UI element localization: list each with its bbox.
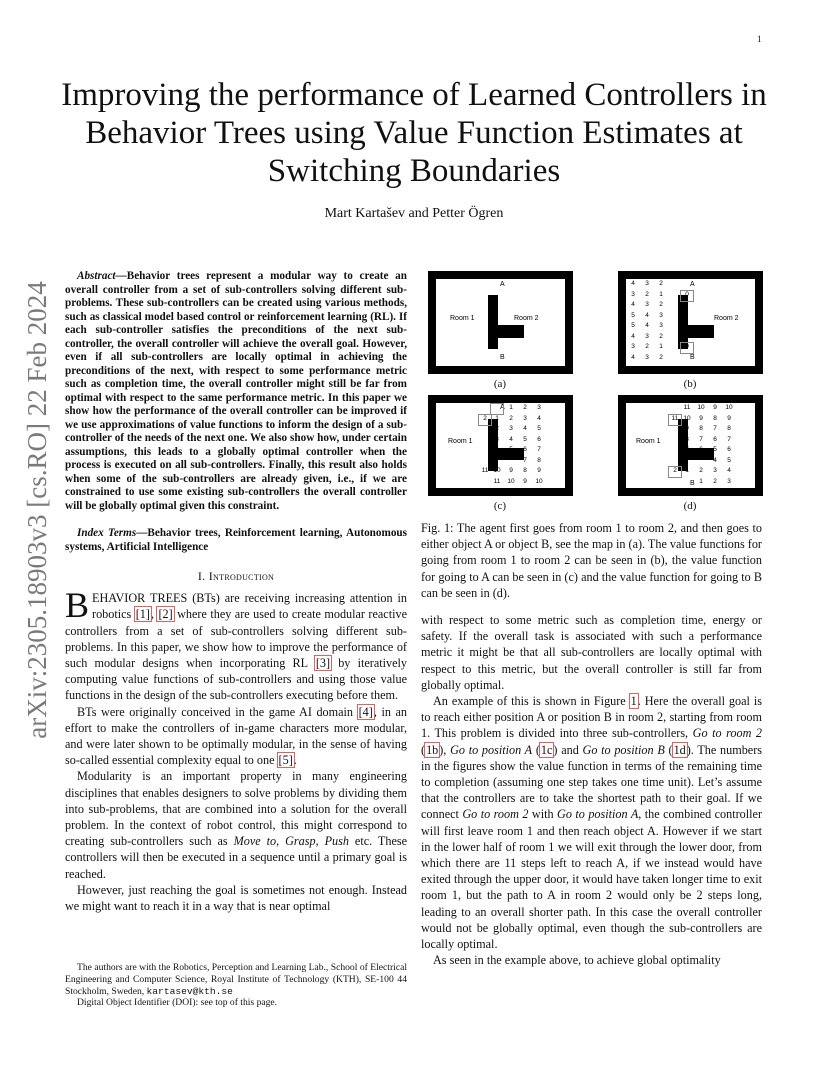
right-column [421, 612, 762, 968]
text: BTs were originally conceived in the game AI domain [77, 704, 358, 719]
value-cell: 2 [713, 477, 717, 485]
value-cell: 2 [699, 467, 703, 474]
index-terms-text: —Behavior trees, Reinforcement learning, Autonomous systems, Artificial Intelligence [65, 527, 407, 553]
room-1-label: Room 1 [448, 438, 473, 445]
value-cell: 11 [671, 414, 679, 422]
value-cell: 4 [631, 301, 635, 308]
right-paragraph-2 [421, 693, 762, 952]
figure-caption [421, 520, 762, 601]
section-heading-introduction: I. Introduction [197, 569, 275, 583]
value-cell: 2 [645, 290, 649, 298]
value-cell: 5 [727, 456, 731, 464]
italic-term: Go to room 2 [692, 726, 763, 741]
citation-link[interactable]: [2] [158, 607, 173, 622]
value-cell: 6 [523, 446, 527, 453]
value-cell: 4 [645, 311, 649, 319]
value-cell: 5 [631, 311, 635, 319]
right-paragraph-1: with respect to some metric such as completion time, energy or safety. If the overall task is associated with such a performance metric it might be that all sub-controllers are locally optimal with respect to this metric, but the overall controller is still far from globally optimal. [421, 613, 762, 692]
subfigure-label-d: (d) [683, 500, 697, 512]
value-cell: 5 [631, 322, 635, 329]
value-cell: 3 [645, 332, 649, 340]
highlighted-cell [680, 342, 694, 354]
value-cell: 10 [683, 414, 691, 422]
value-cell: 1 [685, 467, 689, 474]
value-cell: 9 [537, 467, 541, 474]
figure-link[interactable]: 1b [426, 742, 439, 757]
value-cell: 3 [631, 343, 635, 350]
value-cell: 8 [713, 414, 717, 422]
arxiv-stamp[interactable]: arXiv:2305.18903v3 [cs.RO] 22 Feb 2024 [22, 281, 52, 739]
value-cell: 7 [713, 425, 717, 432]
value-cell: 2 [523, 404, 527, 411]
footnote-doi: Digital Object Identifier (DOI): see top of this page. [77, 997, 278, 1009]
subfigure-label-c: (c) [493, 500, 507, 512]
value-cell: 8 [523, 467, 527, 474]
text: , the combined controller will first leave room 1 and then reach object A. However if we start in the lower half of room 1 we will exit through the lower door, from which there are 11 steps left to reach A, if we instead would have exited through the upper door, it would have taken longer time to exit room 1, but the path to A in room 2 would only be 2 steps long, leading to an overall shorter path. In this case the overall controller would not be globally optimal, even though the sub-controllers are locally optimal. [421, 807, 763, 952]
value-cell: 3 [631, 290, 635, 298]
citation-link[interactable]: [1] [135, 607, 150, 622]
text: , [315, 834, 325, 849]
abstract-text: —Behavior trees represent a modular way to create an overall controller from a set of sub-controllers solving different sub-problems. These sub-controllers can be created using various methods, such as classical model based control or reinforcement learning (RL). If each sub-controller satisfies the preconditions of the next sub-controller, the overall controller will achieve the overall goal. However, even if all sub-controllers are locally optimal in achieving the preconditions of the next, with respect to some performance metric such as completion time, the overall controller might still be far from optimal with respect to the same performance metric. In this paper we show how the performance of the overall controller can be improved if we use approximations of value functions to inform the design of a sub-controller of the needs of the next one. We also show how, under certain assumptions, this leads to a globally optimal controller when the process is executed on all sub-controllers. Finally, this result also holds when some of the sub-controllers are already given, i.e., if we are constrained to use some existing sub-controllers the overall controller will be globally optimal given this constraint. [65, 270, 407, 512]
italic-term: Go to room 2 [462, 807, 529, 822]
italic-term: Push [324, 834, 349, 849]
highlighted-cell [668, 466, 682, 478]
figure-link[interactable]: 1 [630, 694, 637, 709]
panel-a-map [428, 271, 573, 374]
footnote [65, 962, 407, 1009]
text: ( [421, 742, 426, 757]
value-cell: 4 [631, 332, 635, 340]
value-cell: 4 [631, 353, 635, 361]
value-cell: 10 [697, 404, 705, 411]
value-cell: 2 [509, 414, 513, 422]
italic-term: Go to position A [557, 807, 639, 822]
text: ( [664, 742, 673, 757]
text: , [276, 834, 286, 849]
value-cell: 1 [495, 414, 499, 422]
text: ) and [553, 742, 583, 757]
intro-paragraph-2 [65, 704, 407, 769]
highlighted-cell [478, 414, 492, 426]
intro-paragraph-1 [65, 585, 407, 703]
index-terms [65, 527, 407, 554]
panel-d-map [618, 395, 763, 496]
position-b-label: B [690, 480, 695, 487]
text: . Here the overall goal is to reach either position A or position B in room 2, starting from room 1. This problem is divided into three sub-controllers, [421, 694, 762, 741]
value-cell: 1 [659, 290, 663, 298]
text: where they are used to create modular reactive controllers from a set of sub-controllers solving different sub-problems. In this paper, we show how to improve the performance of such modular designs when incorporating RL [65, 607, 407, 671]
citation-link[interactable]: [5] [278, 753, 293, 768]
italic-term: Go to position B [582, 742, 665, 757]
subfigure-label-b: (b) [683, 378, 697, 390]
page-number: 1 [757, 34, 762, 44]
value-cell: 8 [685, 435, 689, 443]
value-cell: 1 [699, 477, 703, 485]
value-cell: 5 [713, 446, 717, 453]
room-1-label: Room 1 [450, 315, 475, 322]
value-cell: 11 [683, 404, 691, 411]
value-cell: 3 [645, 301, 649, 308]
value-cell: 11 [493, 477, 501, 485]
text: ), [439, 742, 451, 757]
caption-text: The agent first goes from room 1 to room 2, and then goes to either object A or object B, see the map in (a). The value functions for going from room 1 to room 2 can be seen in (b), the value function for going to A can be seen in (c) and the value function for going to B can be seen in (d). [421, 521, 762, 600]
footnote-affiliation [65, 962, 407, 997]
room-1-label: Room 1 [636, 438, 661, 445]
drop-cap: B [65, 585, 90, 626]
text: , in an effort to make the controllers of in-game characters more modular, and were later shown to be optimally modular, in the sense of having so-called essential complexity equal to one [65, 704, 408, 768]
value-cell: 5 [537, 425, 541, 432]
text: An example of this is shown in Figure [433, 694, 630, 709]
text: , [150, 607, 158, 622]
value-cell: 4 [509, 435, 513, 443]
value-cell: 10 [725, 404, 733, 411]
value-cell: 3 [509, 425, 513, 432]
left-column [65, 270, 407, 914]
value-cell: 2 [659, 280, 663, 287]
italic-term: Go to position A [450, 742, 533, 757]
value-cell: 3 [537, 404, 541, 411]
value-cell: 4 [537, 414, 541, 422]
value-cell: 3 [659, 311, 663, 319]
value-cell: 4 [645, 322, 649, 329]
value-cell: 9 [727, 414, 731, 422]
paper-title: Improving the performance of Learned Controllers in Behavior Trees using Value Function Estimates at Switching Boundaries [61, 77, 767, 189]
figure-link[interactable]: 1d [673, 742, 686, 757]
value-cell: 2 [659, 332, 663, 340]
value-cell: 8 [537, 456, 541, 464]
value-cell: 2 [659, 301, 663, 308]
citation-link[interactable]: [3] [315, 656, 331, 671]
italic-term: Grasp [285, 834, 316, 849]
value-cell: 2 [483, 414, 487, 422]
value-cell: 8 [699, 425, 703, 432]
position-b-label: B [500, 354, 505, 361]
value-cell: 7 [523, 456, 527, 464]
value-cell: 9 [713, 404, 717, 411]
value-cell: 10 [535, 477, 543, 485]
value-cell: 3 [659, 322, 663, 329]
value-cell: 7 [537, 446, 541, 453]
value-cell: 9 [509, 467, 513, 474]
value-cell: 3 [727, 477, 731, 485]
text: . [293, 753, 297, 768]
value-cell: 1 [659, 343, 663, 350]
text: etc. These controllers will then be executed in a sequence until a primary goal is reached. [65, 834, 408, 881]
figure-link[interactable]: 1c [540, 742, 553, 757]
text: ( [532, 742, 540, 757]
value-cell: 0 [685, 343, 689, 350]
text: (BTs) are receiving increasing attention in robotics [92, 591, 407, 622]
text: by iteratively computing value functions of sub-controllers and using those value functions in the design of the sub-controllers executing before them. [65, 656, 407, 703]
value-cell: 3 [523, 414, 527, 422]
value-cell: 7 [699, 435, 703, 443]
value-cell: 1 [509, 404, 513, 411]
value-cell: 5 [523, 435, 527, 443]
room-2-label: Room 2 [514, 315, 539, 322]
value-cell: 2 [659, 353, 663, 361]
panel-c-map [428, 395, 573, 496]
text: ). The numbers in the figures show the value function in terms of the remaining time to completion (assuming one step takes one time unit). Let’s assume that the controllers are to take the shortest path to their goal. If we connect [421, 742, 762, 822]
value-cell: 2 [645, 343, 649, 350]
value-cell: 11 [481, 467, 489, 474]
abstract [65, 270, 407, 513]
value-cell: 7 [685, 446, 689, 453]
value-cell: 4 [713, 456, 717, 464]
value-cell: 10 [493, 467, 501, 474]
text: with [528, 807, 558, 822]
index-terms-label: Index Terms [77, 527, 137, 539]
citation-link[interactable]: [4] [358, 704, 373, 719]
right-paragraph-3: As seen in the example above, to achieve global optimality [433, 953, 721, 968]
value-cell: 2 [673, 467, 677, 474]
position-a-label: A [500, 281, 505, 288]
text: Modularity is an important property in many engineering disciplines that enables designers to solve problems by dividing them into sub-problems, that are combined into a solution for the overall problem. In the context of robot control, this might correspond to creating sub-controllers such as [65, 769, 407, 849]
value-cell: 9 [685, 425, 689, 432]
value-cell: 5 [509, 446, 513, 453]
value-cell: 3 [713, 467, 717, 474]
value-cell: 3 [495, 435, 499, 443]
value-cell: 6 [727, 446, 731, 453]
value-cell: 6 [713, 435, 717, 443]
position-b-label: B [690, 354, 695, 361]
italic-term: Move to [233, 834, 277, 849]
value-cell: 0 [685, 290, 689, 298]
value-cell: 7 [727, 435, 731, 443]
position-a-label: A [690, 281, 695, 288]
value-cell: 3 [645, 353, 649, 361]
figure-1 [421, 268, 762, 518]
value-cell: 6 [537, 435, 541, 443]
value-cell: 6 [699, 446, 703, 453]
value-cell: 2 [495, 425, 499, 432]
value-cell: 4 [727, 467, 731, 474]
text: The authors are with the Robotics, Perception and Learning Lab., School of Electrical Engineering and Computer Science, Royal Institute of Technology (KTH), SE-100 44 Stockholm, Sweden, [65, 962, 407, 997]
email-link[interactable]: kartasev@kth.se [146, 985, 233, 997]
abstract-label: Abstract [77, 270, 116, 282]
authors: Mart Kartašev and Petter Ögren [324, 206, 504, 221]
value-cell: 3 [645, 280, 649, 287]
intro-paragraph-4: However, just reaching the goal is sometimes not enough. Instead we might want to reach it in a way that is near optimal [65, 882, 407, 914]
value-cell: 10 [507, 477, 515, 485]
value-cell: 4 [523, 425, 527, 432]
caption-label: Fig. 1: [421, 521, 454, 535]
subfigure-label-a: (a) [493, 378, 507, 390]
value-cell: 9 [523, 477, 527, 485]
small-caps-text: EHAVIOR TREES [92, 591, 188, 606]
highlighted-cell [490, 403, 504, 415]
panel-b-map [618, 271, 763, 374]
value-cell: 4 [631, 280, 635, 287]
intro-paragraph-3 [65, 768, 407, 881]
highlighted-cell [668, 414, 682, 426]
value-cell: 4 [495, 446, 499, 453]
position-a-label: A [500, 404, 505, 411]
value-cell: 8 [727, 425, 731, 432]
room-2-label: Room 2 [714, 315, 739, 322]
value-cell: 9 [699, 414, 703, 422]
highlighted-cell [680, 290, 694, 302]
